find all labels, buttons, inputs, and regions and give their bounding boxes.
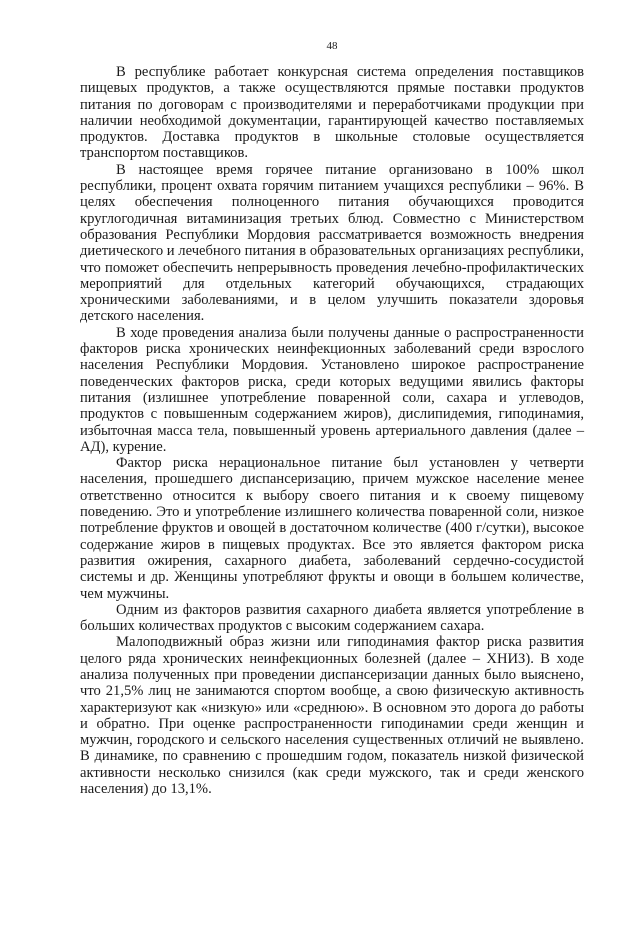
paragraph-hypodynamia: Малоподвижный образ жизни или гиподинамия фактор риска развития целого ряда хронических неинфекционных болезней (далее – ХНИЗ). В ходе анализа полученных при проведении диспансеризации данных было выяснено, что 21,5% лиц не занимаются спортом вообще, а свою физическую активность характеризуют как «низкую» или «среднюю». В основном это дорога до работы и обратно. При оценке распространенности гиподинамии среди женщин и мужчин, городского и сельского населения существенных отличий не выявлено. В динамике, по сравнению с прошедшим годом, показатель низкой физической активности несколько снизился (как среди мужского, так и среди женского населения) до 13,1%. [80,634,584,798]
page-number: 48 [326,40,338,52]
paragraph-suppliers: В республике работает конкурсная система определения поставщиков пищевых продуктов, а также осуществляются прямые поставки продуктов питания по договорам с производителями и переработчиками продукции при наличии необходимой документации, гарантирующей качество поставляемых продуктов. Доставка продуктов в школьные столовые осуществляется транспортом поставщиков. [80,64,584,162]
body-text [80,64,584,797]
paragraph-hot-meals: В настоящее время горячее питание организовано в 100% школ республики, процент охвата горячим питанием учащихся республики – 96%. В целях обеспечения полноценного питания обучающихся проводится круглогодичная витаминизация третьих блюд. Совместно с Министерством образования Республики Мордовия рассматривается возможность внедрения диетического и лечебного питания в образовательных организациях республики, что поможет обеспечить непрерывность проведения лечебно-профилактических мероприятий для отдельных категорий обучающихся, страдающих хроническими заболеваниями, и в целом улучшить показатели здоровья детского населения. [80,161,584,325]
paragraph-nutrition: Фактор риска нерациональное питание был установлен у четверти населения, прошедшего диспансеризацию, причем мужское население менее ответственно относится к выбору своего питания и к своему пищевому поведению. Это и употребление излишнего количества поваренной соли, низкое потребление фруктов и овощей в достаточном количестве (400 г/сутки), высокое содержание жиров в пищевых продуктах. Все это является фактором риска развития ожирения, сахарного диабета, заболеваний сердечно-сосудистой системы и др. Женщины употребляют фрукты и овощи в большем количестве, чем мужчины. [80,455,584,602]
paragraph-diabetes: Одним из факторов развития сахарного диабета является употребление в больших количествах продуктов с высоким содержанием сахара. [80,601,584,635]
paragraph-risk-factors: В ходе проведения анализа были получены данные о распространенности факторов риска хронических неинфекционных заболеваний среди взрослого населения Республики Мордовия. Установлено широкое распространение поведенческих факторов риска, среди которых ведущими явились факторы питания (излишнее употребление поваренной соли, сахара и углеводов, продуктов с повышенным содержанием жиров), дислипидемия, гиподинамия, избыточная масса тела, повышенный уровень артериального давления (далее – АД), курение. [80,324,584,455]
